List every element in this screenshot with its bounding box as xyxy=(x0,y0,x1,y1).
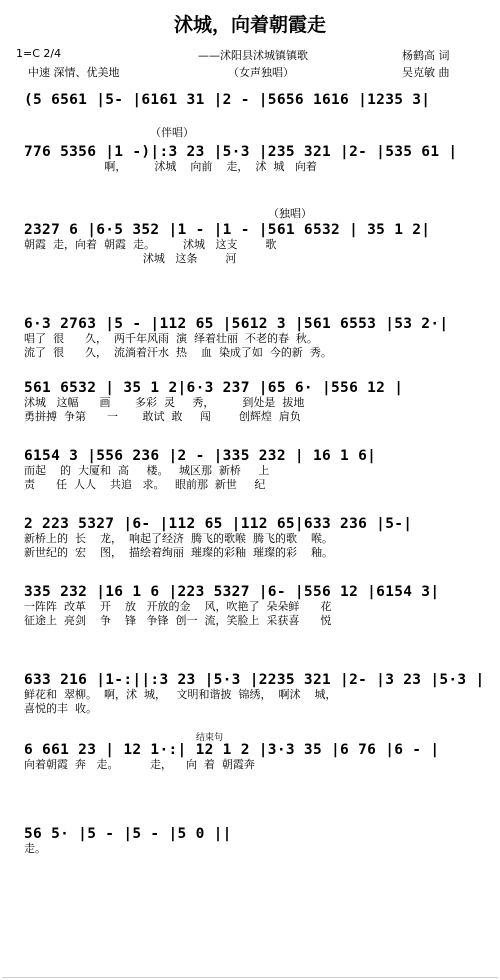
tempo-mark: 中速 深情、优美地 xyxy=(28,66,120,79)
score-system-8 xyxy=(24,584,484,628)
notation-line: 56 5· |5 - |5 - |5 0 || xyxy=(24,826,232,842)
lyricist: 杨鹤高 词 xyxy=(402,49,450,62)
accompaniment-label: （伴唱） xyxy=(150,126,194,139)
lyric-line: 唱了 很 久， 两千年风雨 演 绎着壮丽 不老的春 秋。 xyxy=(24,332,318,345)
score-system-1 xyxy=(24,92,484,108)
notation-line: 561 6532 | 35 1 2|6·3 237 |65 6· |556 12 | xyxy=(24,380,404,396)
lyric-line: 勇拼搏 争第 一 敢试 敢 闯 创辉煌 肩负 xyxy=(24,410,301,423)
solo-label: （独唱） xyxy=(268,207,312,220)
key-signature: 1=C 2/4 xyxy=(16,47,62,60)
voice-note: （女声独唱） xyxy=(228,66,294,79)
notation-line: 335 232 |16 1 6 |223 5327 |6- |556 12 |6154 3| xyxy=(24,584,440,600)
score-system-10 xyxy=(24,742,484,772)
score-system-11 xyxy=(24,826,484,856)
notation-line: 2 223 5327 |6- |112 65 |112 65|633 236 |5-| xyxy=(24,516,413,532)
lyric-line: 而起 的 大厦和 高 楼。 城区那 新桥 上 xyxy=(24,464,270,477)
lyric-line: 新桥上的 长 龙， 响起了经济 腾飞的歌喉 腾飞的歌 喉。 xyxy=(24,532,333,545)
score-system-3 xyxy=(24,222,484,266)
lyric-line: 喜悦的丰 收。 xyxy=(24,702,97,715)
notation-line: 776 5356 |1 -)|:3 23 |5·3 |235 321 |2- |535 61 | xyxy=(24,144,458,160)
lyric-line: 一阵阵 改革 开 放 开放的金 风，吹艳了 朵朵鲜 花 xyxy=(24,600,332,613)
composer: 吴克敏 曲 xyxy=(402,66,450,79)
notation-line: 633 216 |1-:||:3 23 |5·3 |2235 321 |2- |3 23 |5·3 | xyxy=(24,672,485,688)
lyric-line: 朝霞 走，向着 朝霞 走。 沭城 这支 歌 xyxy=(24,238,277,251)
lyric-line: 沭城 这幅 画 多彩 灵 秀， 到处是 拔地 xyxy=(24,396,305,409)
score-system-2 xyxy=(24,144,484,174)
notation-line: 6 661 23 | 12 1·:| 12 1 2 |3·3 35 |6 76 |6 - | xyxy=(24,742,440,758)
notation-line: 6154 3 |556 236 |2 - |335 232 | 16 1 6| xyxy=(24,448,377,464)
lyric-line: 沭城 这条 河 xyxy=(24,252,237,265)
score-system-7 xyxy=(24,516,484,560)
lyric-line: 啊， 沭城 向前 走， 沭 城 向着 xyxy=(24,160,317,173)
final-cue-label: 结束句 xyxy=(196,733,224,743)
score-system-5 xyxy=(24,380,484,424)
score-system-4 xyxy=(24,316,484,360)
lyric-line: 责 任 人人 共追 求。 眼前那 新世 纪 xyxy=(24,478,266,491)
score-system-9 xyxy=(24,672,484,716)
lyric-line: 向着朝霞 奔 走。 走， 向 着 朝霞奔 xyxy=(24,758,255,771)
lyric-line: 走。 xyxy=(24,842,46,855)
lyric-line: 新世纪的 宏 图， 描绘着绚丽 璀璨的彩釉 璀璨的彩 釉。 xyxy=(24,546,333,559)
notation-line: 6·3 2763 |5 - |112 65 |5612 3 |561 6553 |53 2·| xyxy=(24,316,449,332)
lyric-line: 鲜花和 翠柳。 啊，沭 城， 文明和谐披 锦绣， 啊沭 城， xyxy=(24,688,337,701)
page-bottom-border xyxy=(2,977,498,978)
lyric-line: 征途上 亮剑 争 锋 争锋 创一 流，笑脸上 采获喜 悦 xyxy=(24,614,332,627)
song-title: 沭城，向着朝霞走 xyxy=(173,14,326,36)
notation-line: (5 6561 |5- |6161 31 |2 - |5656 1616 |1235 3| xyxy=(24,92,431,108)
subtitle: ——沭阳县沭城镇镇歌 xyxy=(198,49,308,62)
lyric-line: 流了 很 久， 流淌着汗水 热 血 染成了如 今的新 秀。 xyxy=(24,346,332,359)
notation-line: 2327 6 |6·5 352 |1 - |1 - |561 6532 | 35 1 2| xyxy=(24,222,431,238)
score-system-6 xyxy=(24,448,484,492)
